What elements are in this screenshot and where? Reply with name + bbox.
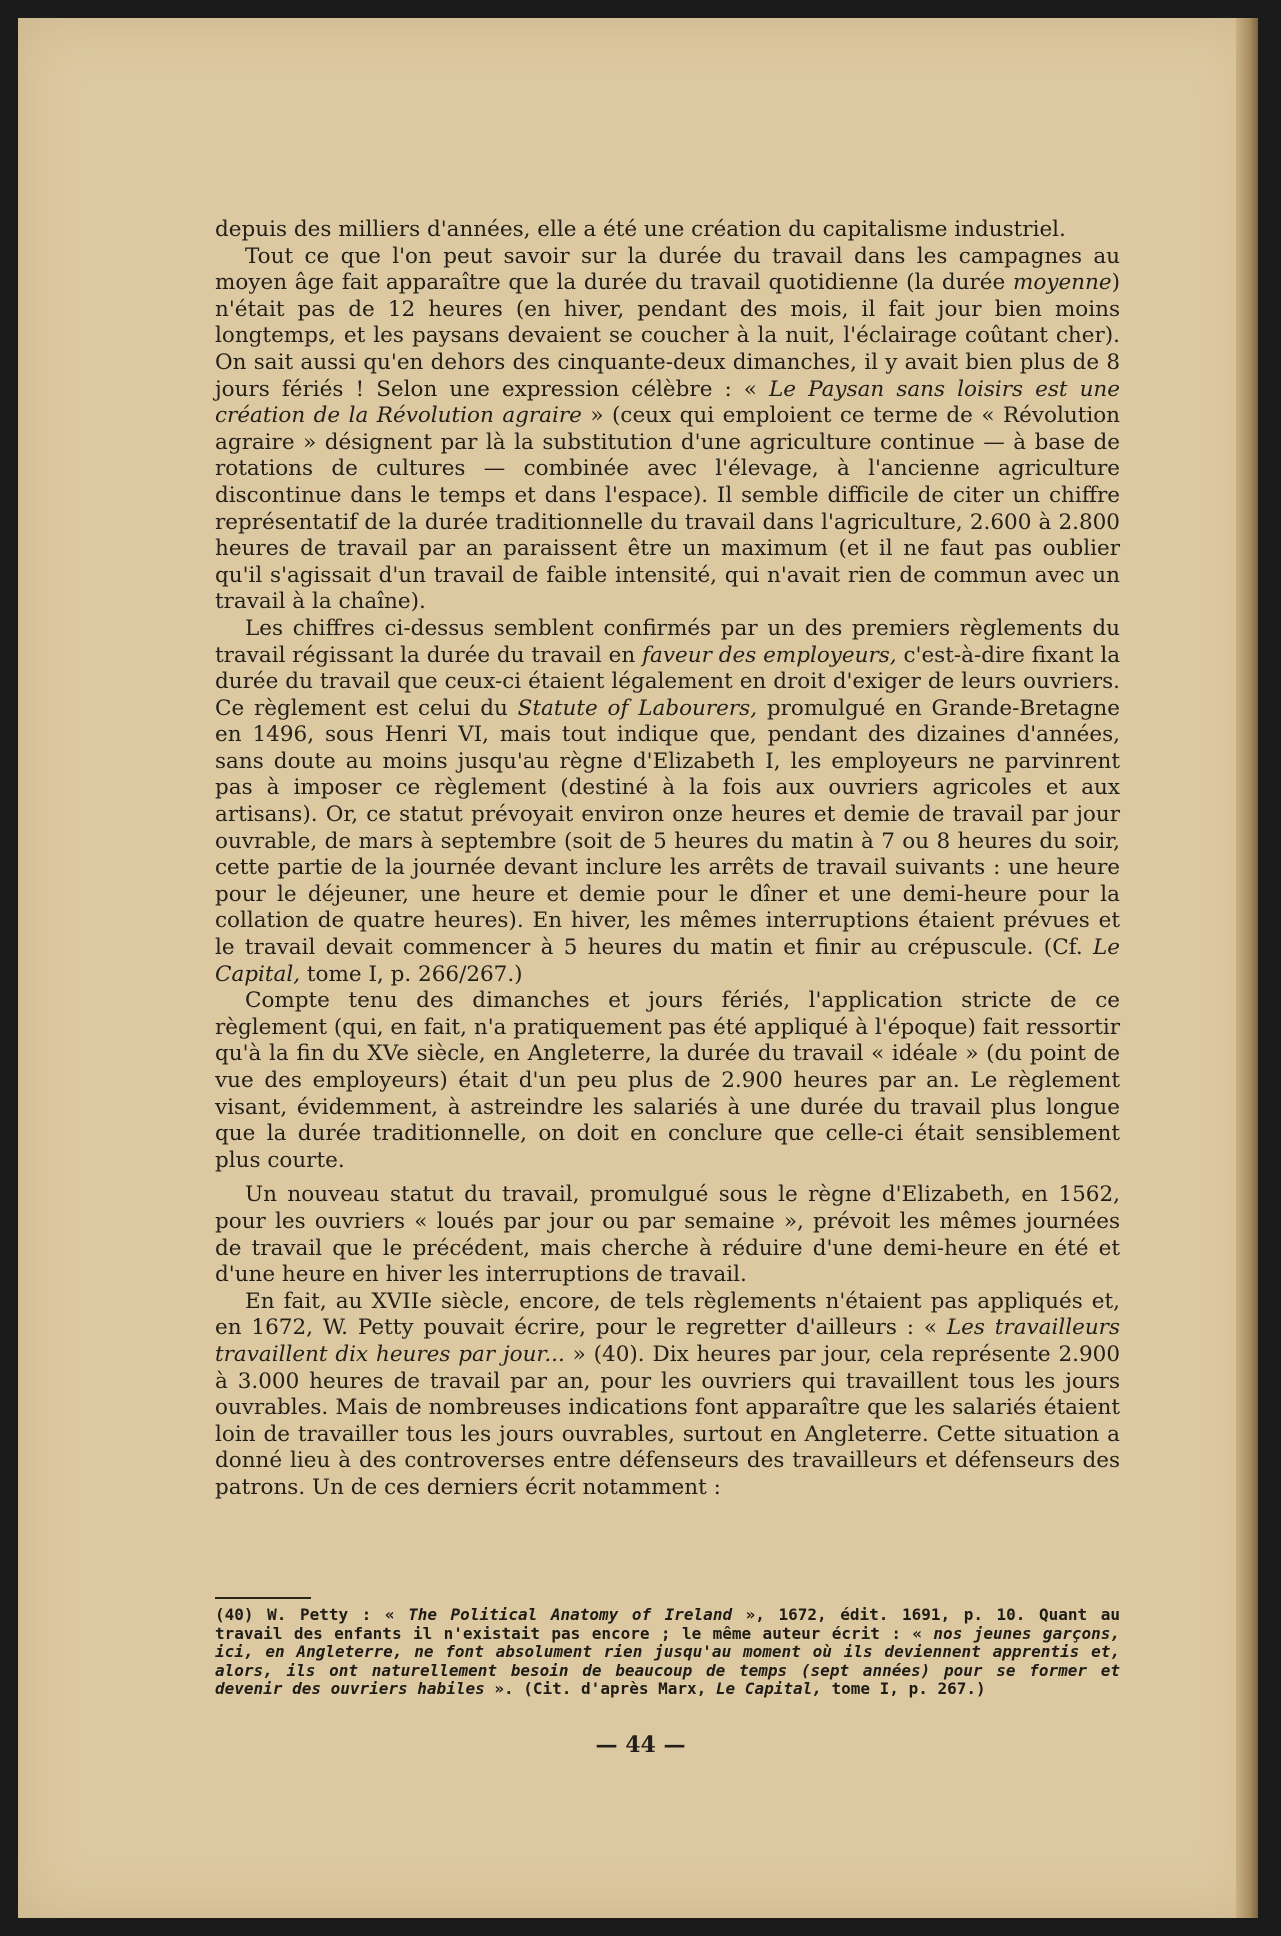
- footnote-separator: [215, 1597, 311, 1599]
- footnote-emphasis-2: nos jeunes garçons, ici, en Angleterre, ne font absolument rien jusqu'au moment où ils deviennent apprentis et, alors, ils ont naturellement besoin de beaucoup de temps (sept années) pour se former et devenir des ouvriers habiles: [215, 1623, 1120, 1698]
- paragraph-3-text-c: promulgué en Grande-Bretagne en 1496, sous Henri VI, mais tout indique que, pendant des dizaines d'années, sans doute au moins jusqu'au règne d'Elizabeth I, les employeurs ne parvinrent pas à imposer ce règlement (destiné à la fois aux ouvriers agricoles et aux artisans). Or, ce statut prévoyait environ onze heures et demie de travail par jour ouvrable, de mars à septembre (soit de 5 heures du matin à 7 ou 8 heures du soir, cette partie de la journée devant inclure les arrêts de travail suivants : une heure pour le déjeuner, une heure et demie pour le dîner et une demi-heure pour la collation de quatre heures). En hiver, les mêmes interruptions étaient prévues et le travail devait commencer à 5 heures du matin et finir au crépuscule. (Cf.: [215, 695, 1120, 961]
- paragraph-3-text-a: Les chiffres ci-dessus semblent confirmés par un des premiers règlements du travail régissant la durée du travail en: [215, 615, 1120, 668]
- paragraph-3-emphasis-1: faveur des employeurs,: [642, 642, 897, 668]
- footnote-text-a: (40) W. Petty : «: [215, 1605, 409, 1624]
- paragraph-2-emphasis-2: Le Paysan sans loisirs est une création de la Révolution agraire: [215, 376, 1120, 429]
- paragraph-2-text-a: Tout ce que l'on peut savoir sur la durée du travail dans les campagnes au moyen âge fait apparaître que la durée du travail quotidienne (la durée: [215, 243, 1120, 296]
- footnote-40: [215, 1606, 1120, 1699]
- paragraph-2-text-b: ) n'était pas de 12 heures (en hiver, pendant des mois, il fait jour bien moins longtemps, et les paysans devaient se coucher à la nuit, l'éclairage coûtant cher). On sait aussi qu'en dehors des cinquante-deux dimanches, il y avait bien plus de 8 jours fériés ! Selon une expression célèbre : «: [215, 270, 1120, 402]
- paragraph-1: [215, 217, 1120, 244]
- paragraph-4: [215, 988, 1120, 1174]
- paragraph-6-emphasis-1: Les travailleurs travaillent dix heures par jour...: [215, 1315, 1120, 1367]
- body-text: [215, 217, 1120, 1502]
- paragraph-1-text: depuis des milliers d'années, elle a été une création du capitalisme industriel.: [215, 217, 1066, 242]
- paragraph-2-emphasis-1: moyenne: [1012, 270, 1112, 296]
- paragraph-3-text-b: c'est-à-dire fixant la durée du travail que ceux-ci étaient légalement en droit d'exiger de leurs ouvriers. Ce règlement est celui du: [215, 642, 1121, 721]
- paragraph-2: [215, 244, 1120, 616]
- footnote-emphasis-3: Le Capital,: [715, 1679, 822, 1698]
- footnote-text-d: tome I, p. 267.): [821, 1679, 986, 1698]
- paragraph-3-text-d: tome I, p. 266/267.): [300, 961, 523, 987]
- footnote-text-c: ». (Cit. d'après Marx,: [484, 1679, 716, 1698]
- footnote-emphasis-1: The Political Anatomy of Ireland: [408, 1605, 733, 1624]
- footnote: [215, 1606, 1120, 1699]
- paragraph-6-text-a: En fait, au XVIIe siècle, encore, de tels règlements n'étaient pas appliqués et, en 1672, W. Petty pouvait écrire, pour le regretter d'ailleurs : «: [215, 1288, 1120, 1341]
- paragraph-5-text: Un nouveau statut du travail, promulgué sous le règne d'Elizabeth, en 1562, pour les ouvriers « loués par jour ou par semaine », prévoit les mêmes journées de travail que le précédent, mais cherche à réduire d'une demi-heure en été et d'une heure en hiver les interruptions de travail.: [215, 1182, 1120, 1288]
- paragraph-4-text: Compte tenu des dimanches et jours fériés, l'application stricte de ce règlement (qui, en fait, n'a pratiquement pas été appliqué à l'époque) fait ressortir qu'à la fin du XVe siècle, en Angleterre, la durée du travail « idéale » (du point de vue des employeurs) était d'un peu plus de 2.900 heures par an. Le règlement visant, évidemment, à astreindre les salariés à une durée du travail plus longue que la durée traditionnelle, on doit en conclure que celle-ci était sensiblement plus courte.: [215, 988, 1120, 1173]
- page-number: — 44 —: [595, 1732, 686, 1758]
- paragraph-5: [215, 1182, 1120, 1288]
- paragraph-3: [215, 616, 1120, 988]
- paragraph-6-text-b: » (40). Dix heures par jour, cela représente 2.900 à 3.000 heures de travail par an, pour les ouvriers qui travaillent tous les jours ouvrables. Mais de nombreuses indications font apparaître que les salariés étaient loin de travailler tous les jours ouvrables, surtout en Angleterre. Cette situation a donné lieu à des controverses entre défenseurs des travailleurs et défenseurs des patrons. Un de ces derniers écrit notamment :: [215, 1341, 1120, 1500]
- paragraph-2-text-c: » (ceux qui emploient ce terme de « Révolution agraire » désignent par là la substitution d'une agriculture continue — à base de rotations de cultures — combinée avec l'élevage, à l'ancienne agriculture discontinue dans le temps et dans l'espace). Il semble difficile de citer un chiffre représentatif de la durée traditionnelle du travail dans l'agriculture, 2.600 à 2.800 heures de travail par an paraissent être un maximum (et il ne faut pas oublier qu'il s'agissait d'un travail de faible intensité, qui n'avait rien de commun avec un travail à la chaîne).: [215, 403, 1120, 615]
- paragraph-6: [215, 1289, 1120, 1502]
- footnote-text-b: », 1672, édit. 1691, p. 10. Quant au travail des enfants il n'existait pas encore ; le même auteur écrit : «: [215, 1605, 1120, 1643]
- paragraph-3-emphasis-2: Statute of Labourers,: [517, 695, 758, 721]
- page-spine-shadow: [1236, 18, 1258, 1918]
- paragraph-3-emphasis-3: Le Capital,: [215, 935, 1120, 987]
